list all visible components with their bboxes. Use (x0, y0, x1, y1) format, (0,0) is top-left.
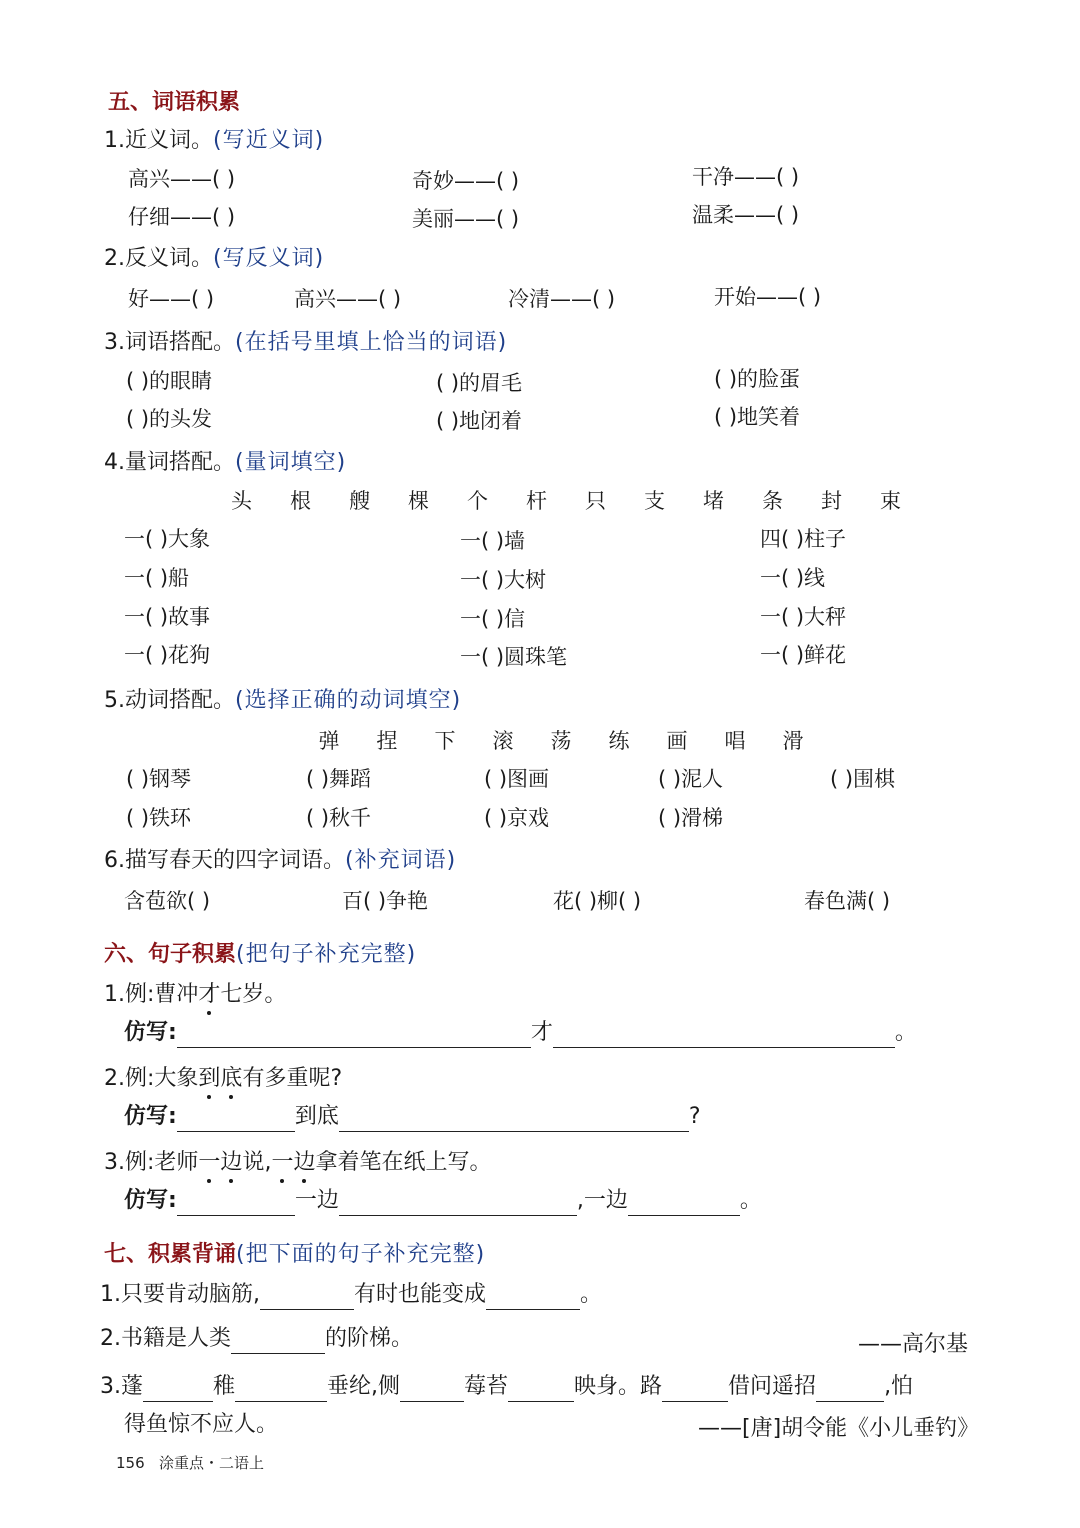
s7-q3-line1 (100, 1372, 913, 1402)
q5-title (104, 686, 461, 716)
key-char: 才 (198, 980, 220, 1010)
measure-item[interactable]: 一( )圆珠笔 (460, 645, 568, 669)
section-6-title (104, 940, 416, 970)
q1-title (104, 126, 324, 156)
s7-q1 (100, 1280, 602, 1310)
measure-item[interactable]: 一( )大树 (460, 568, 547, 592)
s7-q3-line2: 得鱼惊不应人。 (124, 1412, 279, 1437)
answer-blank[interactable] (231, 1327, 325, 1354)
answer-blank[interactable] (339, 1105, 689, 1132)
synonym-item[interactable]: 温柔——( ) (692, 203, 800, 227)
verb-word-bank (300, 726, 822, 756)
section-6-hint: (把句子补充完整) (236, 942, 417, 967)
q3-hint: (在括号里填上恰当的词语) (235, 330, 508, 355)
answer-blank[interactable] (553, 1021, 895, 1048)
q6-label: 6.描写春天的四字词语。 (104, 848, 345, 873)
answer-blank[interactable] (400, 1375, 464, 1402)
connector-text: 到底 (294, 1104, 339, 1129)
word-bank-item: 头 (231, 489, 252, 513)
s6-q1-imitate (124, 1018, 917, 1048)
end-punctuation: 。 (739, 1188, 762, 1213)
recite-text: 。 (580, 1282, 603, 1307)
verb-item[interactable]: ( )泥人 (658, 767, 724, 791)
measure-item[interactable]: 一( )墙 (460, 529, 526, 553)
book-title: 涂重点・二语上 (158, 1454, 264, 1472)
q3-label: 3.词语搭配。 (104, 330, 235, 355)
collocation-item[interactable]: ( )的眼睛 (126, 369, 213, 393)
key-char: 底 (220, 1064, 242, 1094)
verb-item[interactable]: ( )图画 (484, 767, 550, 791)
antonym-item[interactable]: 好——( ) (128, 287, 215, 311)
q6-title (104, 846, 456, 876)
section-5-heading: 五、词语积累 (108, 90, 241, 115)
word-bank-item: 下 (434, 729, 456, 753)
synonym-item[interactable]: 仔细——( ) (128, 205, 236, 229)
example-text: 3.例:老师 (104, 1150, 199, 1175)
measure-item[interactable]: 一( )故事 (124, 605, 211, 629)
q3-title (104, 328, 507, 358)
q2-label: 2.反义词。 (104, 246, 213, 271)
q1-hint: (写近义词) (213, 128, 325, 153)
word-bank-item: 根 (290, 489, 311, 513)
key-char: 到 (198, 1064, 220, 1094)
imitate-label: 仿写: (124, 1020, 177, 1045)
page-number: 156 (116, 1454, 145, 1472)
collocation-item[interactable]: ( )的脸蛋 (714, 367, 801, 391)
s6-q3-imitate (124, 1186, 762, 1216)
q4-hint: (量词填空) (235, 450, 347, 475)
example-text: 1.例:曹冲 (104, 982, 199, 1007)
collocation-item[interactable]: ( )地闭着 (436, 409, 523, 433)
connector-text: ,一边 (576, 1188, 628, 1213)
word-bank-item: 杆 (526, 489, 547, 513)
answer-blank[interactable] (486, 1283, 580, 1310)
measure-item[interactable]: 一( )大象 (124, 527, 211, 551)
end-punctuation: 。 (894, 1020, 917, 1045)
answer-blank[interactable] (339, 1189, 577, 1216)
antonym-item[interactable]: 开始——( ) (714, 285, 822, 309)
q4-label: 4.量词搭配。 (104, 450, 235, 475)
section-7-hint: (把下面的句子补充完整) (236, 1242, 486, 1267)
page-footer (116, 1452, 264, 1473)
end-punctuation: ? (688, 1104, 701, 1129)
antonym-item[interactable]: 冷清——( ) (508, 287, 616, 311)
idiom-item[interactable]: 含苞欲( ) (124, 889, 211, 913)
recite-text: 3.蓬 (100, 1374, 143, 1399)
word-bank-item: 只 (585, 489, 606, 513)
word-bank-item: 封 (821, 489, 842, 513)
answer-blank[interactable] (260, 1283, 354, 1310)
verb-item[interactable]: ( )铁环 (126, 806, 192, 830)
connector-text: 一边 (294, 1188, 339, 1213)
recite-text: 有时也能变成 (353, 1282, 486, 1307)
measure-word-bank (212, 486, 920, 516)
word-bank-item: 画 (666, 729, 688, 753)
synonym-item[interactable]: 干净——( ) (692, 165, 800, 189)
collocation-item[interactable]: ( )的眉毛 (436, 371, 523, 395)
answer-blank[interactable] (177, 1189, 295, 1216)
word-bank-item: 滚 (492, 729, 514, 753)
s6-q2-example (104, 1064, 342, 1094)
idiom-item[interactable]: 花( )柳( ) (553, 889, 642, 913)
measure-item[interactable]: 一( )花狗 (124, 643, 211, 667)
example-text: 七岁。 (220, 982, 287, 1007)
s7-q2 (100, 1324, 413, 1354)
recite-text: 借问遥招 (728, 1374, 817, 1399)
word-bank-item: 条 (762, 489, 783, 513)
example-text: 说, (242, 1150, 272, 1175)
verb-item[interactable]: ( )舞蹈 (306, 767, 372, 791)
q1-label: 1.近义词。 (104, 128, 213, 153)
measure-item[interactable]: 一( )线 (760, 566, 826, 590)
example-text: 有多重呢? (242, 1066, 343, 1091)
word-bank-item: 弹 (318, 729, 340, 753)
q4-title (104, 448, 346, 478)
verb-item[interactable]: ( )京戏 (484, 806, 550, 830)
section-7-title (104, 1240, 485, 1270)
answer-blank[interactable] (143, 1375, 213, 1402)
recite-text: 垂纶,侧 (327, 1374, 401, 1399)
answer-blank[interactable] (508, 1375, 574, 1402)
word-bank-item: 练 (608, 729, 630, 753)
word-bank-item: 个 (467, 489, 488, 513)
q2-title (104, 244, 324, 274)
key-char: 一 (271, 1148, 293, 1178)
recite-text: 稚 (213, 1374, 236, 1399)
connector-text: 才 (530, 1020, 553, 1045)
answer-blank[interactable] (662, 1375, 728, 1402)
imitate-label: 仿写: (124, 1188, 177, 1213)
idiom-item[interactable]: 百( )争艳 (342, 889, 429, 913)
measure-item[interactable]: 一( )鲜花 (760, 643, 847, 667)
section-6-heading: 六、句子积累 (104, 942, 237, 967)
quote-author: ——高尔基 (858, 1332, 969, 1357)
antonym-item[interactable]: 高兴——( ) (294, 287, 402, 311)
recite-text: 的阶梯。 (325, 1326, 414, 1351)
answer-blank[interactable] (177, 1105, 295, 1132)
collocation-item[interactable]: ( )的头发 (126, 407, 213, 431)
verb-item[interactable]: ( )围棋 (830, 767, 896, 791)
word-bank-item: 滑 (782, 729, 804, 753)
word-bank-item: 棵 (408, 489, 429, 513)
word-bank-item: 荡 (550, 729, 572, 753)
idiom-item[interactable]: 春色满( ) (804, 889, 891, 913)
recite-text: 2.书籍是人类 (100, 1326, 231, 1351)
s6-q1-example (104, 980, 286, 1010)
word-bank-item: 捏 (376, 729, 398, 753)
measure-item[interactable]: 一( )船 (124, 566, 190, 590)
key-char: 一 (198, 1148, 220, 1178)
q5-label: 5.动词搭配。 (104, 688, 235, 713)
word-bank-item: 支 (644, 489, 665, 513)
answer-blank[interactable] (816, 1375, 884, 1402)
word-bank-item: 唱 (724, 729, 746, 753)
synonym-item[interactable]: 奇妙——( ) (412, 169, 520, 193)
section-7-heading: 七、积累背诵 (104, 1242, 237, 1267)
recite-text: ,怕 (884, 1374, 914, 1399)
answer-blank[interactable] (235, 1375, 327, 1402)
imitate-label: 仿写: (124, 1104, 177, 1129)
key-char: 边 (293, 1148, 315, 1178)
s6-q3-example (104, 1148, 491, 1178)
word-bank-item: 艘 (349, 489, 370, 513)
s6-q2-imitate (124, 1102, 701, 1132)
q2-hint: (写反义词) (213, 246, 325, 271)
measure-item[interactable]: 一( )大秤 (760, 605, 847, 629)
verb-item[interactable]: ( )钢琴 (126, 767, 192, 791)
word-bank-item: 束 (880, 489, 901, 513)
example-text: 拿着笔在纸上写。 (315, 1150, 492, 1175)
q6-hint: (补充词语) (345, 848, 457, 873)
example-text: 2.例:大象 (104, 1066, 199, 1091)
word-bank-item: 堵 (703, 489, 724, 513)
measure-item[interactable]: 一( )信 (460, 607, 526, 631)
synonym-item[interactable]: 高兴——( ) (128, 167, 236, 191)
recite-text: 映身。路 (574, 1374, 663, 1399)
poem-source: ——[唐]胡令能《小儿垂钓》 (698, 1416, 980, 1441)
q5-hint: (选择正确的动词填空) (235, 688, 462, 713)
verb-item[interactable]: ( )滑梯 (658, 806, 724, 830)
collocation-item[interactable]: ( )地笑着 (714, 405, 801, 429)
recite-text: 莓苔 (464, 1374, 509, 1399)
recite-text: 1.只要肯动脑筋, (100, 1282, 260, 1307)
synonym-item[interactable]: 美丽——( ) (412, 207, 520, 231)
measure-item[interactable]: 四( )柱子 (760, 527, 847, 551)
answer-blank[interactable] (177, 1021, 531, 1048)
verb-item[interactable]: ( )秋千 (306, 806, 372, 830)
answer-blank[interactable] (628, 1189, 740, 1216)
key-char: 边 (220, 1148, 242, 1178)
